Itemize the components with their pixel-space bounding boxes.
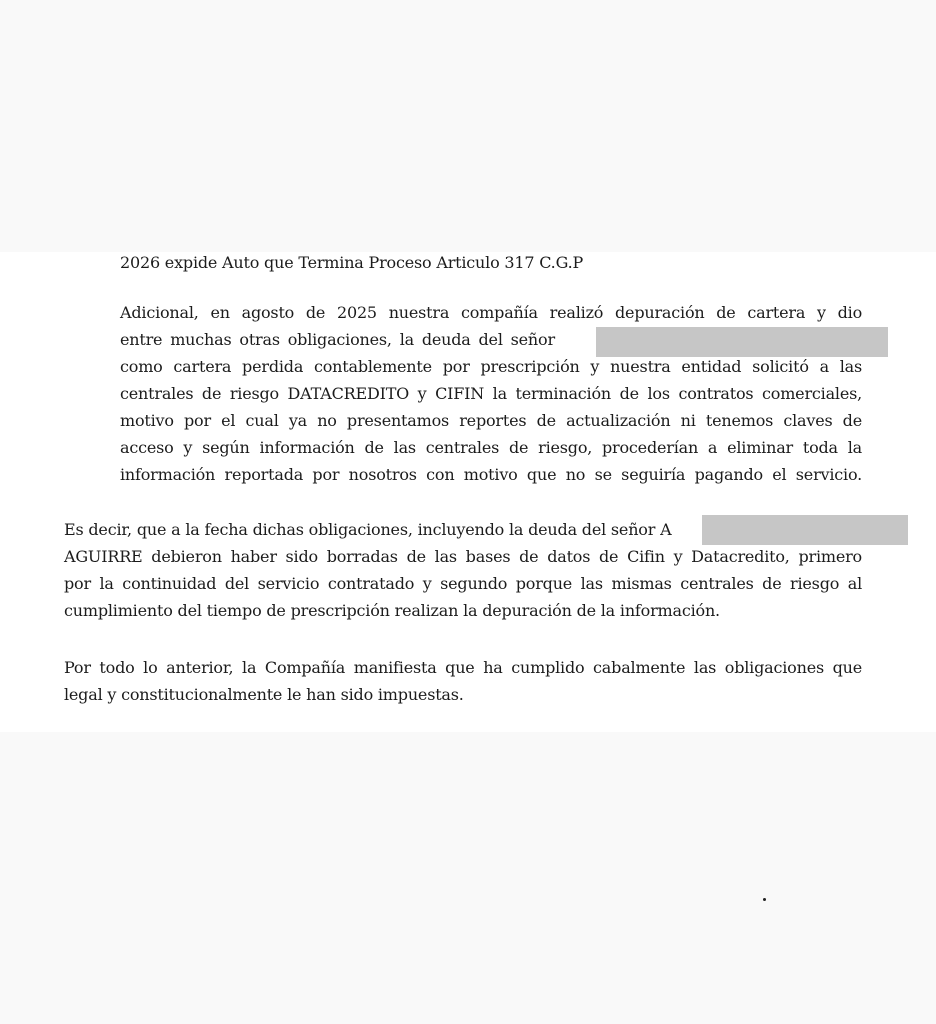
top-margin bbox=[0, 0, 936, 252]
paragraph-2-line-4: cumplimiento del tiempo de prescripción realizan la depuración de la información. bbox=[64, 601, 720, 620]
document-heading-line: 2026 expide Auto que Termina Proceso Articulo 317 C.G.P bbox=[120, 253, 584, 272]
paragraph-2-line-1: Es decir, que a la fecha dichas obligaciones, incluyendo la deuda del señor A bbox=[64, 520, 672, 539]
paragraph-1-line-3: como cartera perdida contablemente por prescripción y nuestra entidad solicitó a las bbox=[120, 357, 862, 376]
paragraph-3-line-2: legal y constitucionalmente le han sido impuestas. bbox=[64, 685, 464, 704]
bottom-margin bbox=[0, 732, 936, 1024]
paragraph-1-line-2: entre muchas otras obligaciones, la deuda del señor bbox=[120, 330, 555, 349]
paragraph-1-line-6: acceso y según información de las centrales de riesgo, procederían a eliminar toda la bbox=[120, 438, 862, 457]
redacted-name-box bbox=[702, 515, 908, 545]
paragraph-3-line-1: Por todo lo anterior, la Compañía manifiesta que ha cumplido cabalmente las obligaciones que bbox=[64, 658, 862, 677]
document-page bbox=[0, 252, 936, 732]
paragraph-1-line-1: Adicional, en agosto de 2025 nuestra compañía realizó depuración de cartera y dio bbox=[120, 303, 862, 322]
paragraph-1-line-7: información reportada por nosotros con motivo que no se seguiría pagando el servicio. bbox=[120, 465, 862, 484]
redacted-name-box bbox=[596, 327, 888, 357]
paragraph-1-line-5: motivo por el cual ya no presentamos reportes de actualización ni tenemos claves de bbox=[120, 411, 862, 430]
stray-mark bbox=[763, 898, 766, 901]
paragraph-2-line-3: por la continuidad del servicio contratado y segundo porque las mismas centrales de riesgo al bbox=[64, 574, 862, 593]
paragraph-2-line-2: AGUIRRE debieron haber sido borradas de las bases de datos de Cifin y Datacredito, primero bbox=[64, 547, 862, 566]
paragraph-1-line-4: centrales de riesgo DATACREDITO y CIFIN la terminación de los contratos comerciales, bbox=[120, 384, 862, 403]
